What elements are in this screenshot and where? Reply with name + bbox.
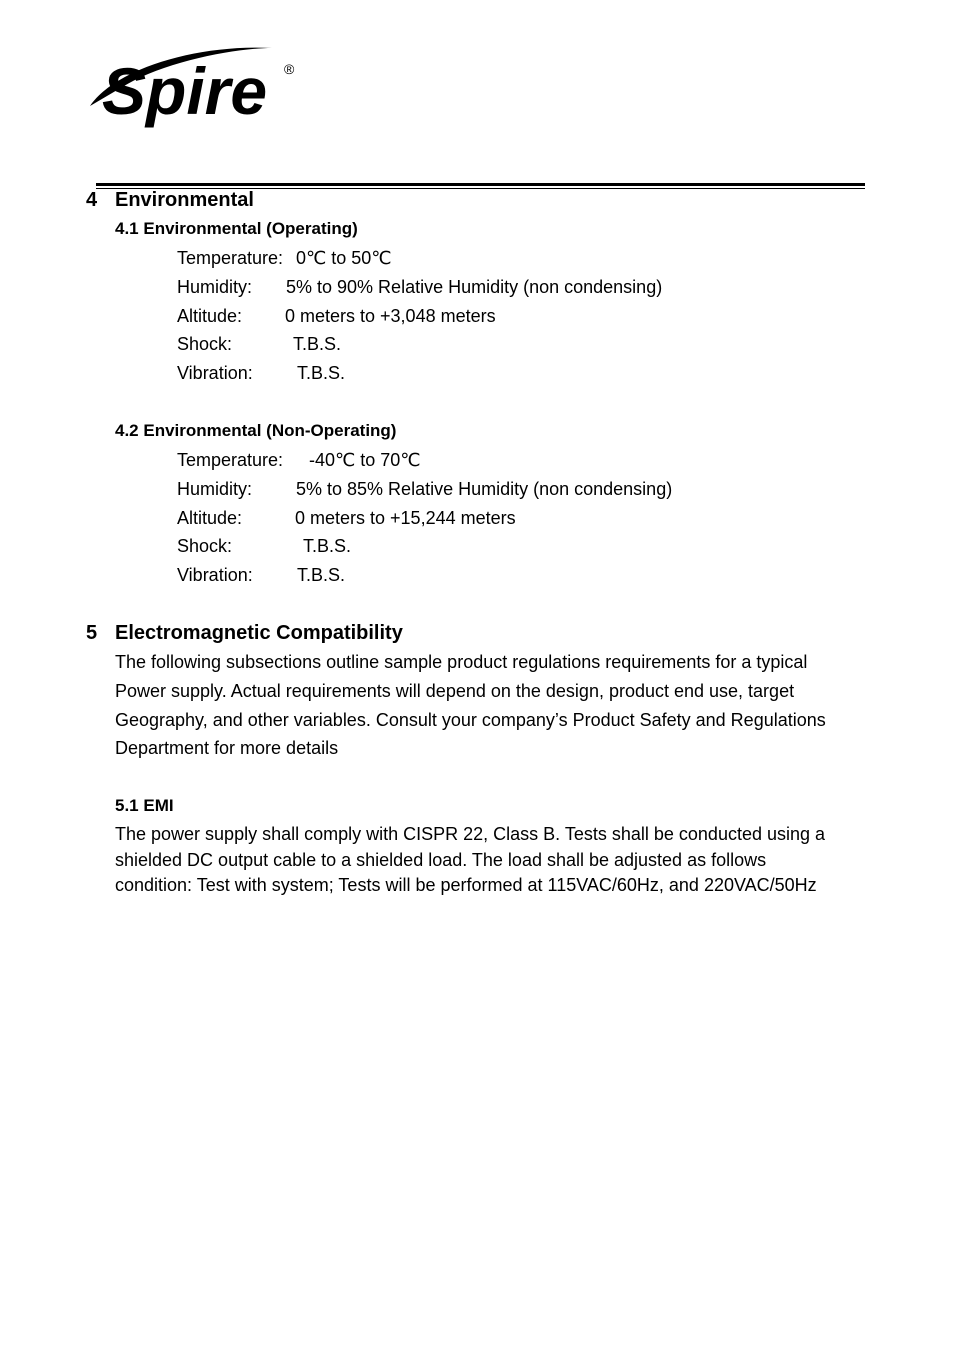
emi-line: condition: Test with system; Tests will be performed at 115VAC/60Hz, and 220VAC/50Hz (115, 875, 817, 895)
emi-line: The power supply shall comply with CISPR 22, Class B. Tests shall be conducted using a (115, 824, 826, 844)
op-shock-label: Shock: (177, 334, 233, 354)
intro-line: The following subsections outline sample product regulations requirements for a typical (115, 652, 808, 672)
op-vibration-value: T.B.S. (297, 363, 346, 383)
nonop-vibration-label: Vibration: (177, 565, 253, 585)
subsection-5-1-title: 5.1 EMI (115, 796, 174, 815)
intro-line: Power supply. Actual requirements will depend on the design, product end use, target (115, 681, 795, 701)
op-humidity-value: 5% to 90% Relative Humidity (non condensing) (286, 277, 663, 297)
op-shock-value: T.B.S. (293, 334, 342, 354)
intro-line: Geography, and other variables. Consult your company’s Product Safety and Regulations (115, 710, 826, 730)
section-5-number: 5 (86, 622, 98, 644)
svg-text:Spire: Spire (102, 54, 268, 128)
subsection-4-1-title: 4.1 Environmental (Operating) (115, 219, 358, 238)
nonop-shock-value: T.B.S. (303, 536, 352, 556)
op-temp-label: Temperature: (177, 248, 284, 268)
nonop-temp-value: -40℃ to 70℃ (309, 450, 421, 470)
section-4-title: Environmental (115, 189, 254, 211)
nonop-humidity-value: 5% to 85% Relative Humidity (non condensing) (296, 479, 673, 499)
subsection-4-2-title: 4.2 Environmental (Non-Operating) (115, 421, 397, 440)
op-vibration-label: Vibration: (177, 363, 253, 383)
nonop-altitude-label: Altitude: (177, 508, 243, 528)
svg-text:®: ® (284, 61, 295, 77)
op-altitude-label: Altitude: (177, 306, 243, 326)
op-altitude-value: 0 meters to +3,048 meters (285, 306, 496, 326)
intro-line: Department for more details (115, 738, 339, 758)
op-temp-value: 0℃ to 50℃ (296, 248, 392, 268)
emi-line: shielded DC output cable to a shielded load. The load shall be adjusted as follows (115, 850, 767, 870)
spire-logo (84, 40, 304, 132)
section-4-number: 4 (86, 189, 98, 211)
nonop-shock-label: Shock: (177, 536, 233, 556)
nonop-humidity-label: Humidity: (177, 479, 253, 499)
header-rule (96, 183, 865, 186)
op-humidity-label: Humidity: (177, 277, 253, 297)
nonop-vibration-value: T.B.S. (297, 565, 346, 585)
nonop-altitude-value: 0 meters to +15,244 meters (295, 508, 516, 528)
section-5-title: Electromagnetic Compatibility (115, 622, 403, 644)
nonop-temp-label: Temperature: (177, 450, 284, 470)
